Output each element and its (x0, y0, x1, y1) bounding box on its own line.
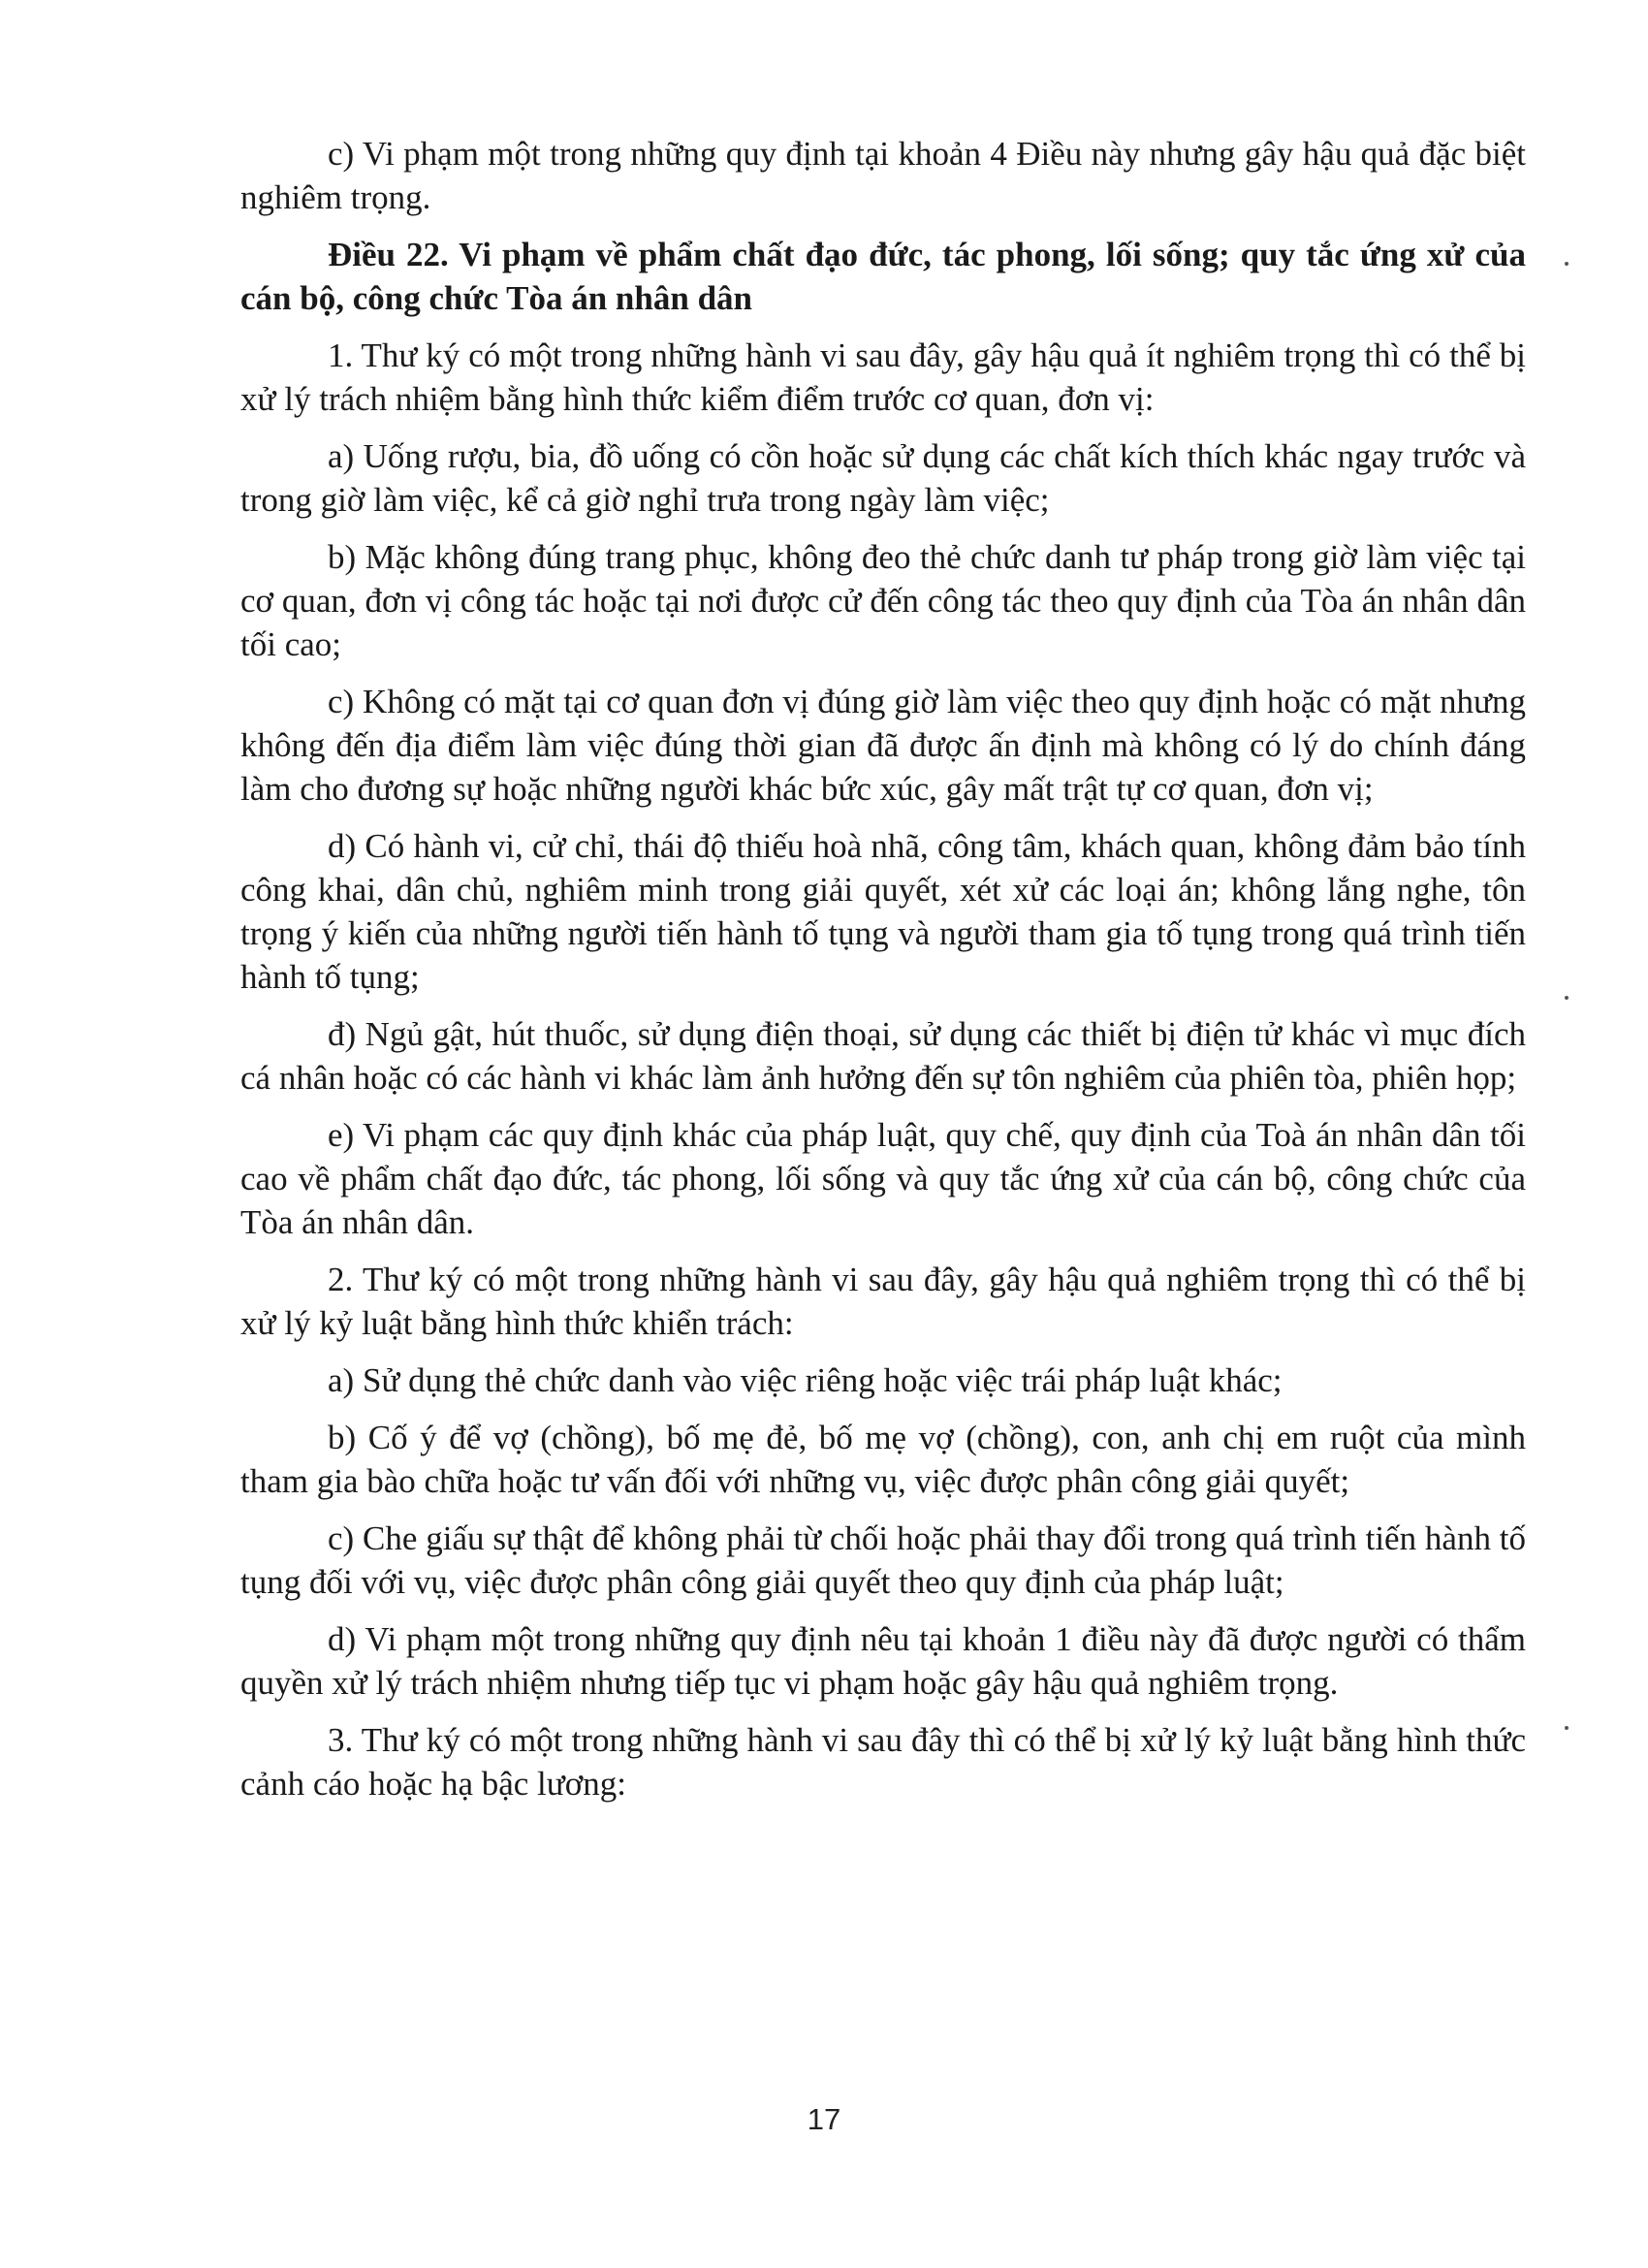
document-body (240, 132, 1526, 1819)
scan-speck (1565, 996, 1569, 1000)
paragraph-clause-1c: c) Không có mặt tại cơ quan đơn vị đúng giờ làm việc theo quy định hoặc có mặt nhưng không đến địa điểm làm việc đúng thời gian đã được ấn định mà không có lý do chính đáng làm cho đương sự hoặc những người khác bức xúc, gây mất trật tự cơ quan, đơn vị; (240, 683, 1526, 808)
paragraph-clause-1b: b) Mặc không đúng trang phục, không đeo thẻ chức danh tư pháp trong giờ làm việc tại cơ quan, đơn vị công tác hoặc tại nơi được cử đến công tác theo quy định của Tòa án nhân dân tối cao; (240, 538, 1526, 663)
article-22-heading: Điều 22. Vi phạm về phẩm chất đạo đức, tác phong, lối sống; quy tắc ứng xử của cán bộ, công chức Tòa án nhân dân (240, 236, 1526, 317)
paragraph-clause-4c: c) Vi phạm một trong những quy định tại khoản 4 Điều này nhưng gây hậu quả đặc biệt nghiêm trọng. (240, 135, 1526, 216)
paragraph-clause-1a: a) Uống rượu, bia, đồ uống có cồn hoặc sử dụng các chất kích thích khác ngay trước và trong giờ làm việc, kể cả giờ nghỉ trưa trong ngày làm việc; (240, 437, 1526, 519)
paragraph-clause-2: 2. Thư ký có một trong những hành vi sau đây, gây hậu quả nghiêm trọng thì có thể bị xử lý kỷ luật bằng hình thức khiển trách: (240, 1261, 1526, 1342)
paragraph-clause-1: 1. Thư ký có một trong những hành vi sau đây, gây hậu quả ít nghiêm trọng thì có thể bị xử lý trách nhiệm bằng hình thức kiểm điểm trước cơ quan, đơn vị: (240, 336, 1526, 418)
page-number: 17 (807, 2102, 841, 2136)
paragraph-clause-1e: e) Vi phạm các quy định khác của pháp luật, quy chế, quy định của Toà án nhân dân tối cao về phẩm chất đạo đức, tác phong, lối sống và quy tắc ứng xử của cán bộ, công chức của Tòa án nhân dân. (240, 1116, 1526, 1241)
paragraph-clause-2a: a) Sử dụng thẻ chức danh vào việc riêng hoặc việc trái pháp luật khác; (328, 1361, 1283, 1399)
paragraph-clause-2c: c) Che giấu sự thật để không phải từ chối hoặc phải thay đổi trong quá trình tiến hành tố tụng đối với vụ, việc được phân công giải quyết theo quy định của pháp luật; (240, 1519, 1526, 1601)
paragraph-clause-3: 3. Thư ký có một trong những hành vi sau đây thì có thể bị xử lý kỷ luật bằng hình thức cảnh cáo hoặc hạ bậc lương: (240, 1721, 1526, 1803)
paragraph-clause-1d: d) Có hành vi, cử chỉ, thái độ thiếu hoà nhã, công tâm, khách quan, không đảm bảo tính công khai, dân chủ, nghiêm minh trong giải quyết, xét xử các loại án; không lắng nghe, tôn trọng ý kiến của những người tiến hành tố tụng và người tham gia tố tụng trong quá trình tiến hành tố tụng; (240, 827, 1526, 996)
paragraph-clause-1dd: đ) Ngủ gật, hút thuốc, sử dụng điện thoại, sử dụng các thiết bị điện tử khác vì mục đích cá nhân hoặc có các hành vi khác làm ảnh hưởng đến sự tôn nghiêm của phiên tòa, phiên họp; (240, 1015, 1526, 1097)
scan-speck (1565, 262, 1569, 266)
scan-speck (1565, 1726, 1569, 1730)
paragraph-clause-2d: d) Vi phạm một trong những quy định nêu tại khoản 1 điều này đã được người có thẩm quyền xử lý trách nhiệm nhưng tiếp tục vi phạm hoặc gây hậu quả nghiêm trọng. (240, 1620, 1526, 1702)
paragraph-clause-2b: b) Cố ý để vợ (chồng), bố mẹ đẻ, bố mẹ vợ (chồng), con, anh chị em ruột của mình tham gia bào chữa hoặc tư vấn đối với những vụ, việc được phân công giải quyết; (240, 1419, 1526, 1500)
